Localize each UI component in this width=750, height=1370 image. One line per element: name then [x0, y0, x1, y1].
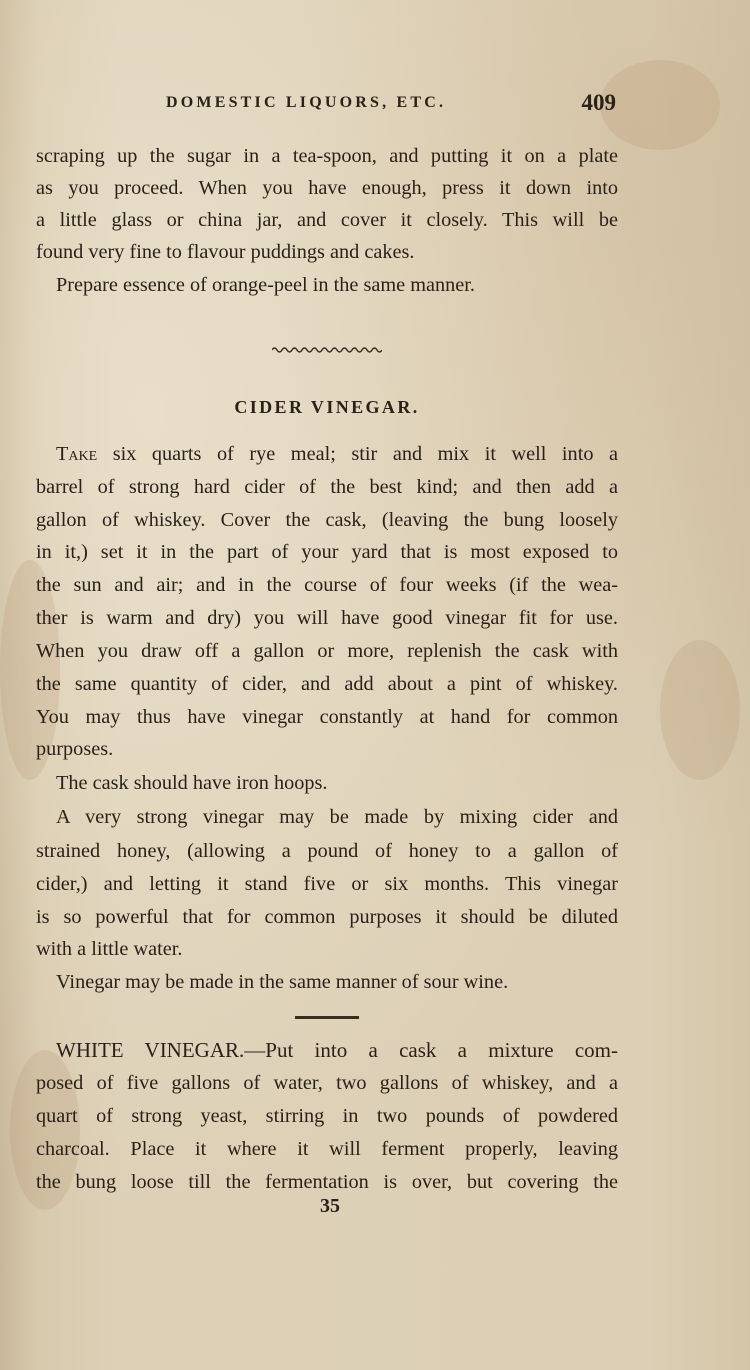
text-line: found very fine to flavour puddings and cakes. [36, 241, 415, 263]
text-line: the same quantity of cider, and add about a pint of whiskey. [36, 673, 618, 695]
text-line: cider,) and letting it stand five or six months. This vinegar [36, 873, 618, 895]
text-line: A very strong vinegar may be made by mixing cider and [56, 806, 618, 828]
text-line: is so powerful that for common purposes it should be diluted [36, 906, 618, 928]
running-head-title: DOMESTIC LIQUORS, ETC. [166, 94, 447, 111]
text-line: purposes. [36, 738, 114, 760]
text-line: the sun and air; and in the course of four weeks (if the wea- [36, 574, 618, 596]
wavy-divider [272, 346, 382, 354]
text-line: posed of five gallons of water, two gallons of whiskey, and a [36, 1072, 618, 1094]
text-run: six quarts of rye meal; stir and mix it well into a [97, 443, 618, 465]
section-rule [295, 1016, 359, 1019]
text-line: scraping up the sugar in a tea-spoon, and putting it on a plate [36, 145, 618, 167]
paper-stain [600, 60, 720, 150]
section-heading: CIDER VINEGAR. [234, 397, 420, 417]
page-number: 409 [581, 90, 616, 115]
text-line: with a little water. [36, 938, 183, 960]
text-line: When you draw off a gallon or more, replenish the cask with [36, 640, 618, 662]
text-line: Prepare essence of orange-peel in the same manner. [56, 274, 475, 296]
text-line: ther is warm and dry) you will have good vinegar fit for use. [36, 607, 618, 629]
text-line: quart of strong yeast, stirring in two pounds of powdered [36, 1105, 618, 1127]
text-line: a little glass or china jar, and cover it closely. This will be [36, 209, 618, 231]
drop-word: Take [56, 443, 98, 465]
text-line: in it,) set it in the part of your yard that is most exposed to [36, 541, 618, 563]
signature-mark: 35 [320, 1195, 340, 1217]
text-line: WHITE VINEGAR.—Put into a cask a mixture com- [56, 1038, 618, 1062]
text-line: You may thus have vinegar constantly at hand for common [36, 706, 618, 728]
text-line: Vinegar may be made in the same manner of sour wine. [56, 971, 509, 993]
text-line: gallon of whiskey. Cover the cask, (leaving the bung loosely [36, 509, 618, 531]
running-head [36, 92, 616, 122]
paper-stain [660, 640, 740, 780]
text-line: charcoal. Place it where it will ferment properly, leaving [36, 1138, 618, 1160]
text-line: strained honey, (allowing a pound of honey to a gallon of [36, 840, 618, 862]
text-line: as you proceed. When you have enough, press it down into [36, 177, 618, 199]
text-line: The cask should have iron hoops. [56, 772, 328, 794]
text-line: the bung loose till the fermentation is over, but covering the [36, 1171, 618, 1193]
text-line [36, 438, 618, 471]
text-line: barrel of strong hard cider of the best kind; and then add a [36, 476, 618, 498]
